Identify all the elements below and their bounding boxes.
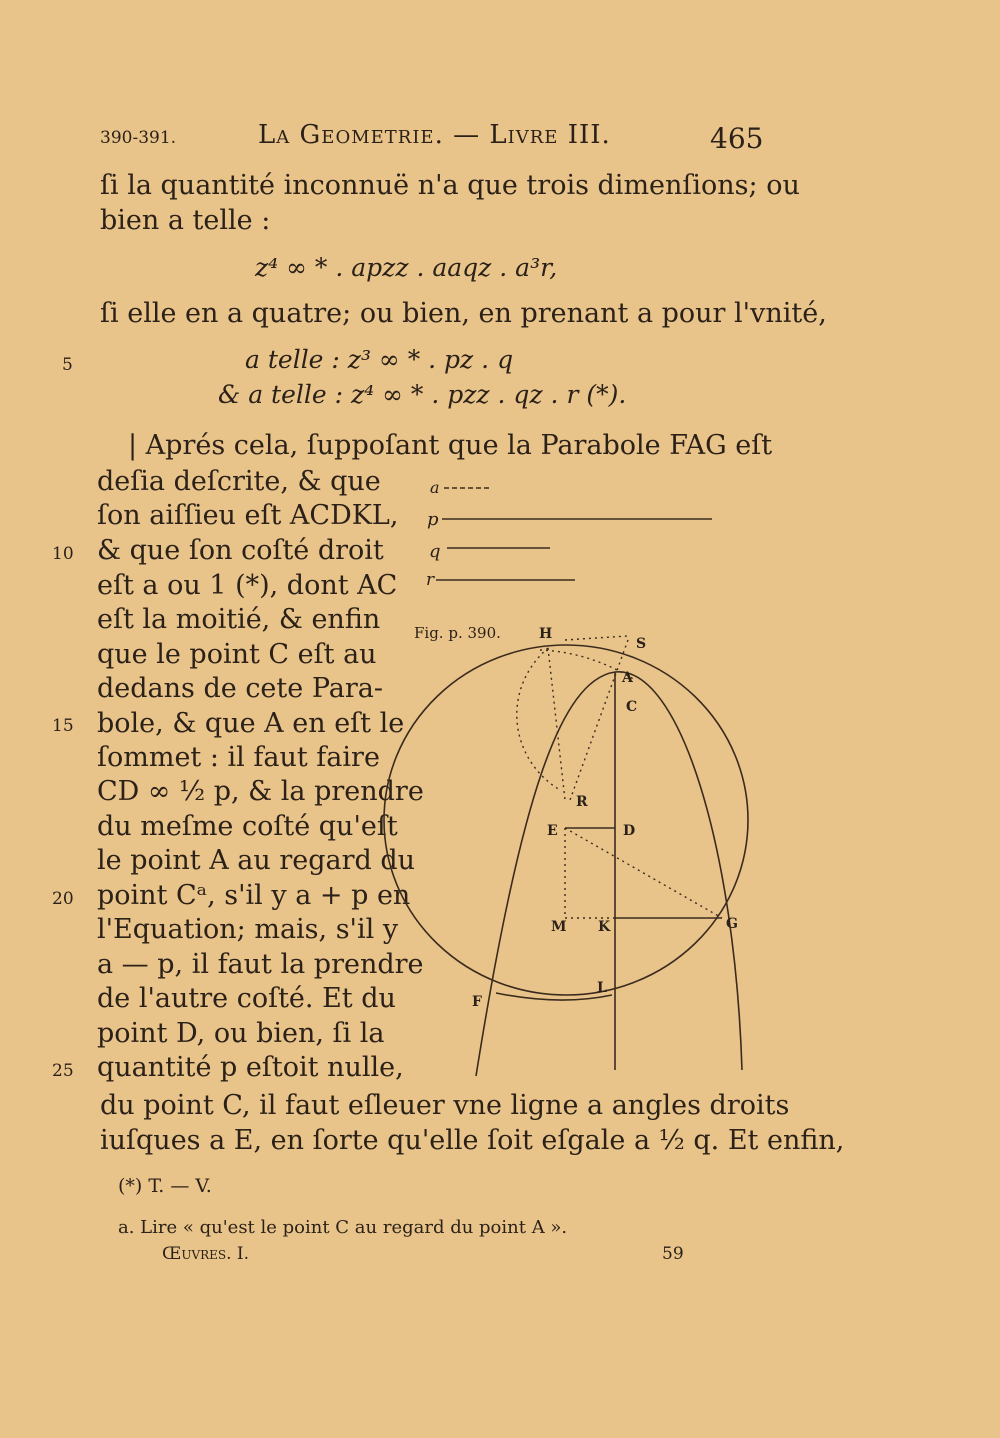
dotted-HS xyxy=(565,636,628,640)
point-D: D xyxy=(623,823,636,839)
label-p: p xyxy=(427,509,439,530)
text-line: iuſques a E, en ſorte qu'elle ſoit eſgale a ½ q. Et enfin, xyxy=(100,1125,845,1156)
page-number: 465 xyxy=(710,122,764,155)
column-line: de l'autre coſté. Et du xyxy=(97,983,396,1014)
point-F: F xyxy=(472,994,482,1010)
figure-caption: Fig. p. 390. xyxy=(414,624,501,642)
segment-FL xyxy=(496,993,612,1000)
line-number: 15 xyxy=(52,716,74,736)
column-line: point Cᵃ, s'il y a + p en xyxy=(97,880,411,911)
text-line: ſi la quantité inconnuë n'a que trois dimenſions; ou xyxy=(100,170,800,201)
label-q: q xyxy=(429,541,441,562)
column-line: deſia deſcrite, & que xyxy=(97,466,381,497)
label-a: a xyxy=(430,478,440,497)
equation-line: z⁴ ∞ * . apzz . aaqz . a³r, xyxy=(255,253,558,282)
footnote-star: (*) T. — V. xyxy=(118,1175,212,1197)
point-E: E xyxy=(547,823,558,839)
text-line: | Aprés cela, ſuppoſant que la Parabole FAG eſt xyxy=(128,430,773,461)
column-line: ſon aiſſieu eſt ACDKL, xyxy=(97,500,399,531)
dotted-HR xyxy=(548,648,565,800)
column-line: l'Equation; mais, s'il y xyxy=(97,914,399,945)
header-reference: 390-391. xyxy=(100,128,177,148)
text-line: bien a telle : xyxy=(100,205,271,236)
point-K: K xyxy=(598,919,611,935)
footnote-a: a. Lire « qu'est le point C au regard du point A ». xyxy=(118,1217,568,1238)
column-line: quantité p eſtoit nulle, xyxy=(97,1052,404,1083)
column-line: que le point C eſt au xyxy=(97,639,377,670)
signature-title: Œuvres. I. xyxy=(162,1244,250,1264)
point-R: R xyxy=(576,794,588,810)
line-number: 25 xyxy=(52,1061,74,1081)
point-L: L xyxy=(597,980,607,996)
point-G: G xyxy=(726,916,738,932)
signature-number: 59 xyxy=(662,1244,684,1264)
column-line: eſt a ou 1 (*), dont AC xyxy=(97,570,398,601)
point-H: H xyxy=(539,626,553,642)
column-line: point D, ou bien, ſi la xyxy=(97,1018,385,1049)
equation-line: a telle : z³ ∞ * . pz . q xyxy=(245,345,514,374)
column-line: ſommet : il faut faire xyxy=(97,742,380,773)
point-M: M xyxy=(551,919,567,935)
dotted-arc xyxy=(517,648,560,790)
column-line: & que ſon coſté droit xyxy=(97,535,384,566)
point-C: C xyxy=(626,699,638,715)
dotted-arc-top xyxy=(540,650,635,680)
dotted-EG xyxy=(565,828,722,918)
point-S: S xyxy=(636,636,647,652)
circle xyxy=(384,645,748,995)
text-line: du point C, il faut eſleuer vne ligne a angles droits xyxy=(100,1090,790,1121)
running-title: La Geometrie. — Livre III. xyxy=(258,120,611,150)
line-number: 5 xyxy=(62,355,73,375)
column-line: CD ∞ ½ p, & la prendre xyxy=(97,776,424,807)
column-line: a — p, il faut la prendre xyxy=(97,949,424,980)
column-line: dedans de cete Para- xyxy=(97,673,384,704)
point-A: A xyxy=(622,670,633,686)
parabola xyxy=(476,672,742,1076)
dotted-SR xyxy=(570,640,628,800)
equation-line: & a telle : z⁴ ∞ * . pzz . qz . r (*). xyxy=(218,380,627,409)
column-line: du meſme coſté qu'eſt xyxy=(97,811,398,842)
line-number: 10 xyxy=(52,544,74,564)
column-line: le point A au regard du xyxy=(97,845,416,876)
column-line: bole, & que A en eſt le xyxy=(97,708,405,739)
column-line: eſt la moitié, & enfin xyxy=(97,604,381,635)
label-r: r xyxy=(426,570,435,590)
text-line: ſi elle en a quatre; ou bien, en prenant a pour l'vnité, xyxy=(100,298,827,329)
line-number: 20 xyxy=(52,889,74,909)
